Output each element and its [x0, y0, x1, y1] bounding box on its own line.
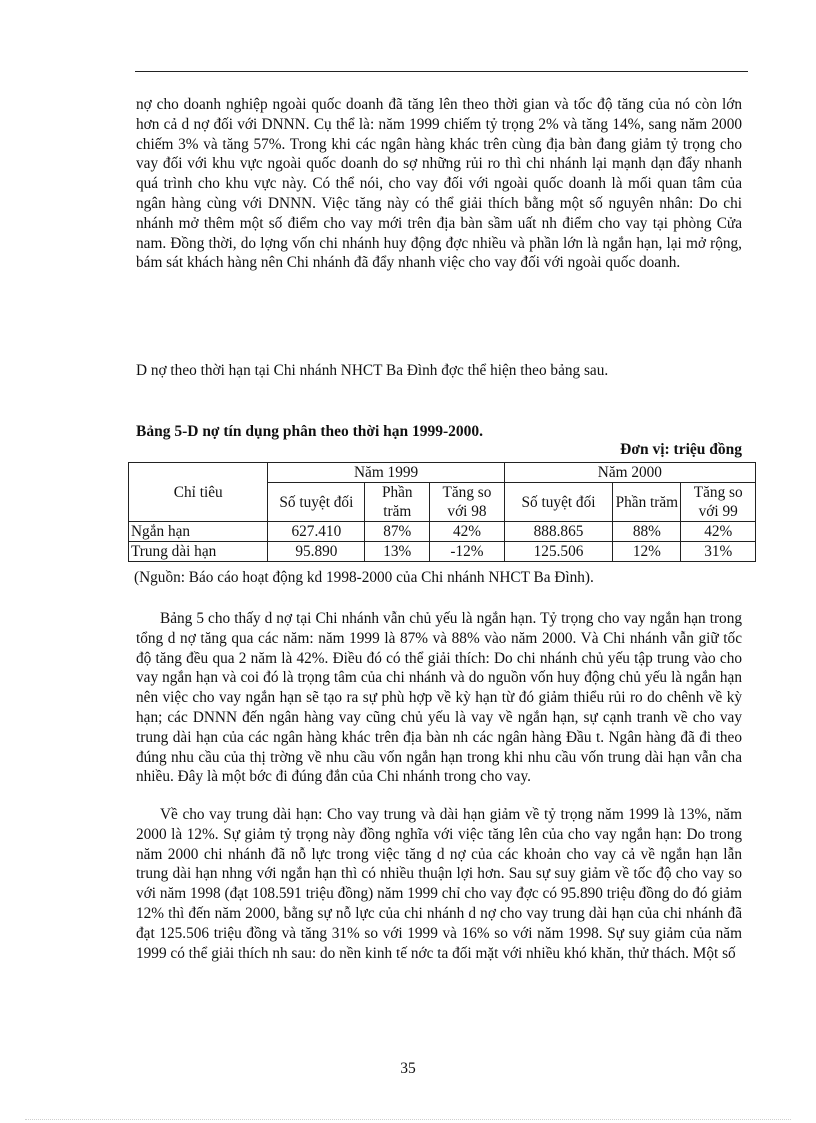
- paragraph-4: Về cho vay trung dài hạn: Cho vay trung và dài hạn giảm về tỷ trọng năm 1999 là 13%, năm 2000 là 12%. Sự giảm tỷ trọng này đồng nghĩa với việc tăng lên của cho vay ngắn hạn: Do trong năm 2000 chi nhánh đã nỗ lực trong việc tăng d nợ của các khoản cho vay cả về ngắn hạn lẫn trung dài hạn nhng với ngắn hạn thì có nhiều thuận lợi hơn. Sau sự suy giảm về tốc độ cho vay so với năm 1998 (đạt 108.591 triệu đồng) năm 1999 chỉ cho vay đợc có 95.890 triệu đồng do đó giảm 12% thì đến năm 2000, bằng sự nỗ lực của chi nhánh d nợ cho vay trung dài hạn của chi nhánh đã đạt 125.506 triệu đồng và tăng 31% so với 1999 và 16% so với năm 1998. Sự suy giảm của năm 1999 có thể giải thích nh sau: do nền kinh tế nớc ta đối mặt với nhiều khó khăn, thử thách. Một số: [136, 806, 742, 962]
- sub-header: Phần trăm: [365, 483, 430, 522]
- table-cell: 88%: [613, 522, 681, 542]
- table-cell: 627.410: [268, 522, 365, 542]
- table-cell: 13%: [365, 542, 430, 562]
- table-source: (Nguồn: Báo cáo hoạt động kd 1998-2000 của Chi nhánh NHCT Ba Đình).: [134, 569, 594, 586]
- sub-header: Số tuyệt đối: [268, 483, 365, 522]
- table-cell: 95.890: [268, 542, 365, 562]
- table-cell: -12%: [430, 542, 505, 562]
- row-header-cell: Chỉ tiêu: [129, 463, 268, 522]
- table-unit: Đơn vị: triệu đồng: [620, 441, 742, 458]
- table-cell: 12%: [613, 542, 681, 562]
- paragraph-1: nợ cho doanh nghiệp ngoài quốc doanh đã tăng lên theo thời gian và tốc độ tăng của nó còn lớn hơn cả d nợ đối với DNNN. Cụ thể là: năm 1999 chiếm tỷ trọng 2% và tăng 14%, sang năm 2000 chiếm 3% và tăng 57%. Trong khi các ngân hàng khác trên cùng địa bàn đang giảm tỷ trọng cho vay đối với khu vực ngoài quốc doanh do sợ những rủi ro thì chi nhánh lại mạnh dạn đẩy nhanh quá trình cho khu vực này. Có thể nói, cho vay đối với ngoài quốc doanh là mối quan tâm của ngân hàng cùng với DNNN. Việc tăng này có thể giải thích bằng một số nguyên nhân: Do chi nhánh mở thêm một số điểm cho vay mới trên địa bàn sầm uất nh điểm cho vay tại phòng Cửa nam. Đồng thời, do lợng vốn chi nhánh huy động đợc nhiều và phần lớn là ngắn hạn, lại mở rộng, bám sát khách hàng nên Chi nhánh đã đẩy nhanh việc cho vay đối với ngoài quốc doanh.: [136, 96, 742, 272]
- table-caption: Bảng 5-D nợ tín dụng phân theo thời hạn 1999-2000.: [136, 423, 484, 440]
- table-cell: 87%: [365, 522, 430, 542]
- sub-header: Số tuyệt đối: [504, 483, 613, 522]
- year-2000-header: Năm 2000: [504, 463, 755, 483]
- year-1999-header: Năm 1999: [268, 463, 504, 483]
- page-bottom-border: [25, 1119, 791, 1120]
- sub-header: Tăng so với 99: [681, 483, 756, 522]
- table-row: [129, 542, 756, 562]
- table-cell: 42%: [681, 522, 756, 542]
- sub-header: Tăng so với 98: [430, 483, 505, 522]
- paragraph-3: Bảng 5 cho thấy d nợ tại Chi nhánh vẫn chủ yếu là ngắn hạn. Tỷ trọng cho vay ngắn hạn trong tổng d nợ tăng qua các năm: năm 1999 là 87% và 88% vào năm 2000. Và Chi nhánh vẫn giữ tốc độ tăng đều qua 2 năm là 42%. Điều đó có thể giải thích: Do chi nhánh chủ yếu tập trung vào cho vay ngắn hạn và coi đó là trọng tâm của chi nhánh và do nguồn vốn huy động chủ yếu là ngắn hạn nên việc cho vay ngắn hạn sẽ tạo ra sự phù hợp về kỳ hạn từ đó giảm thiểu rủi ro do chênh về kỳ hạn; các DNNN đến ngân hàng vay cũng chủ yếu là vay về ngắn hạn, sự cạnh tranh về cho vay trung dài hạn của các ngân hàng khác trên địa bàn nh các ngân hàng Đầu t. Ngân hàng đã đi theo đúng nhu cầu của thị trờng về nhu cầu vốn ngắn hạn trong khi nhu cầu vốn trung dài hạn vẫn cha nhiều. Đây là một bớc đi đúng đắn của Chi nhánh trong cho vay.: [136, 610, 742, 786]
- table-header-row-years: [129, 463, 756, 483]
- table-cell: 31%: [681, 542, 756, 562]
- row-label: Ngắn hạn: [129, 522, 268, 542]
- page-number: 35: [400, 1060, 416, 1077]
- row-label: Trung dài hạn: [129, 542, 268, 562]
- table-row: [129, 522, 756, 542]
- paragraph-2: D nợ theo thời hạn tại Chi nhánh NHCT Ba Đình đợc thể hiện theo bảng sau.: [136, 362, 609, 379]
- sub-header: Phần trăm: [613, 483, 681, 522]
- table-cell: 125.506: [504, 542, 613, 562]
- loan-term-table: [128, 462, 756, 562]
- table-cell: 888.865: [504, 522, 613, 542]
- header-rule: [135, 71, 748, 72]
- table-cell: 42%: [430, 522, 505, 542]
